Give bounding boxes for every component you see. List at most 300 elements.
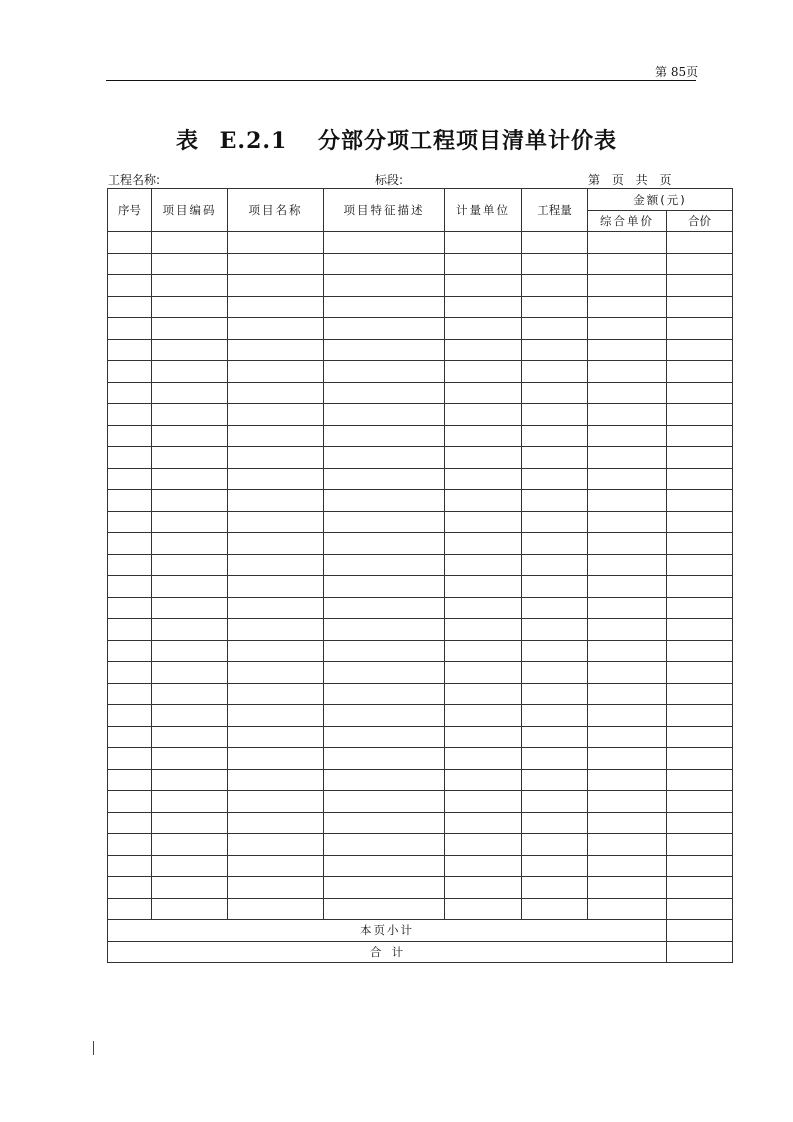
table-cell (324, 296, 445, 318)
table-cell (667, 597, 733, 619)
table-cell (228, 296, 324, 318)
table-cell (588, 705, 667, 727)
table-cell (108, 877, 152, 899)
header-code: 项目编码 (152, 189, 228, 232)
table-cell (152, 769, 228, 791)
table-cell (667, 748, 733, 770)
table-cell (522, 726, 588, 748)
table-cell (445, 275, 522, 297)
bill-of-quantities-table (107, 188, 733, 963)
table-cell (228, 318, 324, 340)
table-cell (522, 662, 588, 684)
table-cell (108, 576, 152, 598)
table-cell (108, 425, 152, 447)
table-cell (152, 232, 228, 254)
table-row (108, 253, 733, 275)
table-row (108, 554, 733, 576)
table-cell (588, 855, 667, 877)
table-cell (228, 361, 324, 383)
table-row (108, 726, 733, 748)
table-cell (588, 662, 667, 684)
table-row (108, 662, 733, 684)
table-cell (445, 640, 522, 662)
table-cell (667, 253, 733, 275)
table-cell (108, 339, 152, 361)
table-cell (588, 296, 667, 318)
table-row (108, 404, 733, 426)
table-cell (108, 382, 152, 404)
table-row (108, 705, 733, 727)
table-cell (522, 748, 588, 770)
table-cell (108, 769, 152, 791)
table-cell (667, 619, 733, 641)
table-cell (667, 898, 733, 920)
table-cell (588, 576, 667, 598)
table-cell (228, 748, 324, 770)
table-cell (667, 683, 733, 705)
table-cell (667, 855, 733, 877)
title-label: 表 (175, 128, 199, 154)
table-cell (522, 576, 588, 598)
table-cell (108, 361, 152, 383)
table-cell (522, 361, 588, 383)
grand-total-label: 合 计 (108, 941, 667, 963)
table-cell (152, 382, 228, 404)
table-cell (588, 726, 667, 748)
table-cell (522, 898, 588, 920)
table-cell (667, 425, 733, 447)
table-cell (588, 791, 667, 813)
header-unit-price: 综合单价 (588, 211, 667, 232)
table-row (108, 855, 733, 877)
table-cell (228, 597, 324, 619)
table-cell (588, 533, 667, 555)
table-cell (324, 447, 445, 469)
table-cell (324, 318, 445, 340)
table-cell (445, 597, 522, 619)
table-cell (152, 275, 228, 297)
table-cell (324, 361, 445, 383)
header-amount: 金额(元) (588, 189, 733, 211)
table-row (108, 468, 733, 490)
table-cell (445, 533, 522, 555)
table-cell (522, 769, 588, 791)
table-cell (152, 705, 228, 727)
table-cell (522, 490, 588, 512)
table-cell (667, 468, 733, 490)
table-cell (108, 511, 152, 533)
table-cell (522, 425, 588, 447)
table-cell (152, 683, 228, 705)
table-cell (588, 769, 667, 791)
table-cell (152, 490, 228, 512)
table-cell (324, 339, 445, 361)
table-cell (522, 640, 588, 662)
page-subtotal-label: 本页小计 (108, 920, 667, 942)
table-cell (588, 275, 667, 297)
table-cell (445, 425, 522, 447)
table-cell (324, 232, 445, 254)
table-cell (522, 597, 588, 619)
table-row (108, 576, 733, 598)
table-cell (588, 382, 667, 404)
table-row (108, 490, 733, 512)
table-cell (667, 554, 733, 576)
table-cell (108, 683, 152, 705)
table-cell (445, 855, 522, 877)
table-row (108, 748, 733, 770)
table-cell (324, 855, 445, 877)
table-cell (522, 554, 588, 576)
table-cell (667, 791, 733, 813)
table-row (108, 769, 733, 791)
table-cell (324, 640, 445, 662)
table-cell (324, 597, 445, 619)
table-cell (522, 812, 588, 834)
table-cell (445, 404, 522, 426)
table-cell (324, 791, 445, 813)
table-cell (324, 253, 445, 275)
table-row (108, 318, 733, 340)
table-cell (324, 619, 445, 641)
header-unit: 计量单位 (445, 189, 522, 232)
table-cell (588, 468, 667, 490)
table-cell (667, 705, 733, 727)
table-row (108, 683, 733, 705)
table-cell (108, 898, 152, 920)
table-cell (324, 490, 445, 512)
table-cell (228, 619, 324, 641)
table-cell (152, 748, 228, 770)
table-cell (152, 253, 228, 275)
table-cell (228, 726, 324, 748)
table-cell (588, 404, 667, 426)
table-cell (228, 404, 324, 426)
page-count-label: 第 页 共 页 (588, 173, 676, 187)
table-cell (228, 898, 324, 920)
table-cell (667, 447, 733, 469)
table-cell (324, 662, 445, 684)
table-cell (108, 791, 152, 813)
table-cell (522, 877, 588, 899)
table-cell (588, 597, 667, 619)
table-cell (108, 533, 152, 555)
table-cell (324, 877, 445, 899)
table-cell (667, 232, 733, 254)
table-cell (152, 511, 228, 533)
table-cell (667, 490, 733, 512)
table-cell (108, 748, 152, 770)
table-cell (522, 447, 588, 469)
table-cell (522, 619, 588, 641)
table-cell (228, 855, 324, 877)
page-number: 第 85页 (655, 65, 699, 79)
table-cell (667, 812, 733, 834)
table-cell (445, 490, 522, 512)
table-cell (324, 511, 445, 533)
title-name: 分部分项工程项目清单计价表 (318, 128, 618, 154)
table-cell (588, 812, 667, 834)
table-cell (108, 640, 152, 662)
table-row (108, 812, 733, 834)
project-name-label: 工程名称: (108, 173, 161, 187)
header-quantity: 工程量 (522, 189, 588, 232)
table-cell (588, 554, 667, 576)
table-cell (228, 640, 324, 662)
table-cell (588, 490, 667, 512)
table-cell (228, 447, 324, 469)
table-cell (445, 382, 522, 404)
table-row (108, 533, 733, 555)
table-cell (445, 877, 522, 899)
table-cell (108, 468, 152, 490)
table-row (108, 361, 733, 383)
table-cell (667, 339, 733, 361)
table-cell (445, 296, 522, 318)
table-cell (108, 726, 152, 748)
table-cell (445, 576, 522, 598)
table-cell (445, 812, 522, 834)
table-cell (228, 834, 324, 856)
table-row (108, 275, 733, 297)
table-cell (445, 683, 522, 705)
table-cell (152, 898, 228, 920)
table-cell (228, 576, 324, 598)
table-cell (667, 726, 733, 748)
table-cell (522, 855, 588, 877)
header-total: 合价 (667, 211, 733, 232)
table-row (108, 232, 733, 254)
table-cell (667, 296, 733, 318)
table-cell (152, 447, 228, 469)
table-cell (324, 726, 445, 748)
table-cell (228, 877, 324, 899)
table-cell (667, 640, 733, 662)
table-cell (228, 554, 324, 576)
table-cell (324, 425, 445, 447)
table-row (108, 447, 733, 469)
table-cell (108, 253, 152, 275)
table-cell (588, 232, 667, 254)
table-cell (588, 253, 667, 275)
table-cell (228, 232, 324, 254)
table-cell (522, 834, 588, 856)
table-cell (667, 662, 733, 684)
table-cell (228, 533, 324, 555)
table-cell (445, 468, 522, 490)
table-row (108, 834, 733, 856)
table-cell (228, 812, 324, 834)
table-cell (228, 791, 324, 813)
table-cell (108, 490, 152, 512)
table-cell (152, 554, 228, 576)
table-cell (324, 834, 445, 856)
table-cell (522, 468, 588, 490)
table-cell (108, 705, 152, 727)
header-seq: 序号 (108, 189, 152, 232)
table-cell (667, 361, 733, 383)
table-cell (445, 662, 522, 684)
table-cell (228, 468, 324, 490)
table-cell (152, 791, 228, 813)
table-cell (522, 275, 588, 297)
table-cell (588, 619, 667, 641)
table-cell (152, 855, 228, 877)
header-rule (106, 80, 696, 81)
header-name: 项目名称 (228, 189, 324, 232)
table-cell (522, 296, 588, 318)
table-cell (152, 318, 228, 340)
table-cell (445, 253, 522, 275)
table-cell (324, 812, 445, 834)
table-cell (588, 511, 667, 533)
document-title (0, 124, 793, 155)
table-cell (667, 404, 733, 426)
table-cell (445, 748, 522, 770)
table-cell (108, 404, 152, 426)
table-cell (445, 511, 522, 533)
table-cell (522, 533, 588, 555)
table-row (108, 296, 733, 318)
table-cell (152, 468, 228, 490)
table-cell (667, 576, 733, 598)
table-cell (667, 877, 733, 899)
table-cell (324, 404, 445, 426)
table-cell (108, 597, 152, 619)
table-cell (445, 619, 522, 641)
table-cell (667, 533, 733, 555)
table-cell (445, 705, 522, 727)
header-description: 项目特征描述 (324, 189, 445, 232)
table-cell (324, 705, 445, 727)
table-cell (522, 791, 588, 813)
table-cell (588, 877, 667, 899)
table-cell (667, 275, 733, 297)
table-row (108, 511, 733, 533)
table-row (108, 791, 733, 813)
table-cell (152, 425, 228, 447)
section-label: 标段: (375, 173, 404, 187)
table-cell (588, 447, 667, 469)
table-cell (324, 748, 445, 770)
table-cell (522, 253, 588, 275)
table-cell (445, 898, 522, 920)
table-cell (324, 468, 445, 490)
title-code: E.2.1 (219, 128, 288, 154)
table-cell (445, 318, 522, 340)
table-cell (445, 232, 522, 254)
table-row (108, 640, 733, 662)
table-cell (108, 619, 152, 641)
table-cell (228, 705, 324, 727)
table-cell (152, 619, 228, 641)
table-cell (445, 769, 522, 791)
table-row (108, 425, 733, 447)
table-cell (108, 232, 152, 254)
table-cell (667, 318, 733, 340)
table-cell (152, 726, 228, 748)
table-cell (445, 726, 522, 748)
table-cell (667, 834, 733, 856)
table-cell (228, 662, 324, 684)
table-cell (228, 425, 324, 447)
grand-total-value (667, 941, 733, 963)
table-cell (445, 834, 522, 856)
table-cell (588, 640, 667, 662)
margin-mark (93, 1041, 94, 1055)
table-cell (445, 554, 522, 576)
table-body (108, 232, 733, 920)
table-cell (108, 834, 152, 856)
table-cell (228, 253, 324, 275)
table-cell (588, 361, 667, 383)
table-cell (588, 748, 667, 770)
table-cell (152, 834, 228, 856)
table-cell (667, 511, 733, 533)
table-cell (324, 898, 445, 920)
table-cell (522, 683, 588, 705)
table-cell (522, 232, 588, 254)
table-cell (108, 447, 152, 469)
table-cell (152, 576, 228, 598)
table-cell (522, 318, 588, 340)
table-cell (522, 404, 588, 426)
table-row (108, 339, 733, 361)
table-cell (588, 683, 667, 705)
table-cell (522, 339, 588, 361)
table-cell (108, 554, 152, 576)
table-cell (324, 275, 445, 297)
table-cell (324, 576, 445, 598)
table-cell (588, 425, 667, 447)
table-row (108, 877, 733, 899)
table-cell (152, 812, 228, 834)
table-cell (108, 318, 152, 340)
table-row (108, 898, 733, 920)
table-cell (445, 447, 522, 469)
table-cell (152, 597, 228, 619)
table-cell (108, 662, 152, 684)
table-cell (445, 361, 522, 383)
table-cell (108, 275, 152, 297)
table-cell (228, 275, 324, 297)
table-cell (445, 791, 522, 813)
table-cell (108, 296, 152, 318)
table-cell (324, 683, 445, 705)
table-row (108, 619, 733, 641)
table-row (108, 382, 733, 404)
table-cell (324, 382, 445, 404)
table-cell (667, 382, 733, 404)
page-subtotal-value (667, 920, 733, 942)
table-cell (108, 812, 152, 834)
table-cell (324, 554, 445, 576)
table-cell (324, 769, 445, 791)
table-cell (588, 339, 667, 361)
table-cell (445, 339, 522, 361)
table-cell (228, 490, 324, 512)
table-cell (228, 382, 324, 404)
table-cell (152, 533, 228, 555)
table-cell (152, 404, 228, 426)
table-cell (228, 683, 324, 705)
table-cell (324, 533, 445, 555)
table-cell (152, 361, 228, 383)
table-cell (588, 318, 667, 340)
table-cell (522, 382, 588, 404)
table-cell (522, 511, 588, 533)
table-cell (228, 511, 324, 533)
